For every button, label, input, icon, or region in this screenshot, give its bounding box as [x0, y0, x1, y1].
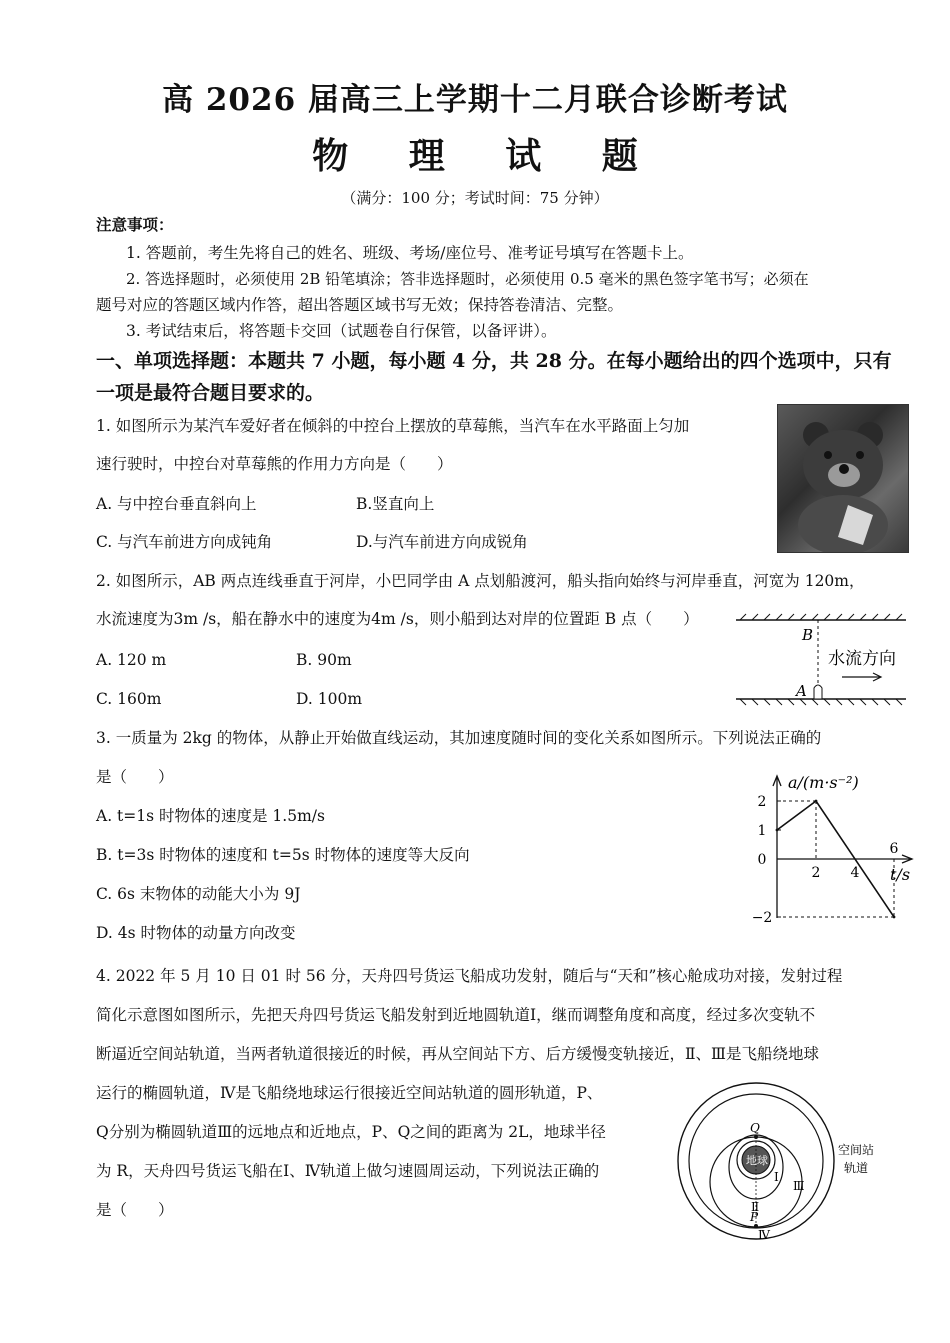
q3-stem-line2: 是（ ）: [96, 768, 174, 786]
strawberry-bear-photo: [777, 404, 909, 553]
q4-stem-line6: 为 R，天舟四号货运飞船在Ⅰ、Ⅳ轨道上做匀速圆周运动，下列说法正确的: [96, 1162, 600, 1180]
q2-stem-line1: 2. 如图所示，AB 两点连线垂直于河岸，小巴同学由 A 点划船渡河，船头指向始终与河岸垂直，河宽为 120m，: [96, 572, 865, 590]
q4-stem-line7: 是（ ）: [96, 1201, 174, 1219]
station-orbit-label-1: 空间站: [838, 1143, 875, 1157]
q4-stem-line1: 4. 2022 年 5 月 10 日 01 时 56 分，天舟四号货运飞船成功发射，随后与“天和”核心舱成功对接，发射过程: [96, 967, 843, 985]
q1-stem-line2: 速行驶时，中控台对草莓熊的作用力方向是（ ）: [96, 455, 453, 473]
q3-option-c: C. 6s 末物体的动能大小为 9J: [96, 885, 301, 903]
acceleration-time-chart: [752, 768, 922, 930]
q1-option-d: D.与汽车前进方向成锐角: [356, 533, 528, 551]
x-axis-label: t/s: [890, 865, 911, 884]
q3-option-b: B. t=3s 时物体的速度和 t=5s 时物体的速度等大反向: [96, 846, 470, 864]
x-tick-label: 2: [811, 865, 821, 881]
q2-stem-line2: 水流速度为3m /s，船在静水中的速度为4m /s，则小船到达对岸的位置距 B 点（ ）: [96, 610, 699, 628]
notice-item-2-line1: 2. 答选择题时，必须使用 2B 铅笔填涂；答非选择题时，必须使用 0.5 毫米的黑色签字笔书写；必须在: [126, 270, 809, 288]
data-point: [776, 829, 779, 832]
q1-option-b: B.竖直向上: [356, 495, 435, 513]
q2-option-a: A. 120 m: [96, 651, 167, 669]
earth-label: 地球: [746, 1154, 768, 1167]
q4-stem-line2: 简化示意图如图所示，先把天舟四号货运飞船发射到近地圆轨道Ⅰ，继而调整角度和高度，经过多次变轨不: [96, 1006, 816, 1024]
data-point: [893, 916, 896, 919]
q4-stem-line4: 运行的椭圆轨道，Ⅳ是飞船绕地球运行很接近空间站轨道的圆形轨道，P、: [96, 1084, 603, 1102]
label-orbit-iv: Ⅳ: [758, 1228, 770, 1242]
label-p: P: [750, 1210, 759, 1224]
subject-title: 物 理 试 题: [312, 135, 662, 177]
section1-heading-line2: 一项是最符合题目要求的。: [96, 382, 325, 404]
x-tick-label: 6: [889, 841, 899, 857]
station-orbit-label-2: 轨道: [844, 1161, 869, 1175]
x-tick-label: 4: [850, 865, 860, 881]
exam-info: （满分：100 分；考试时间：75 分钟）: [341, 189, 609, 207]
flow-direction-label: 水流方向: [828, 649, 896, 669]
y-axis-label: a/(m·s⁻²): [788, 773, 859, 792]
label-orbit-iii: Ⅲ: [793, 1179, 805, 1193]
label-q: Q: [750, 1121, 760, 1135]
y-tick-label: −2: [752, 910, 773, 926]
y-tick-label: 1: [757, 823, 767, 839]
notice-item-2-line2: 题号对应的答题区域内作答，超出答题区域书写无效；保持答卷清洁、完整。: [96, 296, 624, 314]
q1-stem-line1: 1. 如图所示为某汽车爱好者在倾斜的中控台上摆放的草莓熊，当汽车在水平路面上匀加: [96, 417, 690, 435]
label-orbit-i: I: [774, 1170, 779, 1184]
notice-item-1: 1. 答题前，考生先将自己的姓名、班级、考场/座位号、准考证号填写在答题卡上。: [126, 244, 694, 262]
q3-option-d: D. 4s 时物体的动量方向改变: [96, 924, 296, 942]
q3-option-a: A. t=1s 时物体的速度是 1.5m/s: [96, 807, 325, 825]
q4-stem-line5: Q分别为椭圆轨道Ⅲ的远地点和近地点，P、Q之间的距离为 2L，地球半径: [96, 1123, 606, 1141]
y-tick-label: 0: [757, 852, 767, 868]
q1-option-a: A. 与中控台垂直斜向上: [96, 495, 257, 513]
boat-icon: [814, 685, 822, 699]
q3-stem-line1: 3. 一质量为 2kg 的物体，从静止开始做直线运动，其加速度随时间的变化关系如图所示。下列说法正确的: [96, 729, 822, 747]
orbit-diagram: [670, 1078, 900, 1246]
section1-heading-line1: 一、单项选择题：本题共 7 小题，每小题 4 分，共 28 分。在每小题给出的四个选项中，只有: [96, 350, 892, 372]
label-orbit-ii: Ⅱ: [751, 1200, 760, 1214]
notice-item-3: 3. 考试结束后，将答题卡交回（试题卷自行保管，以备评讲）。: [126, 322, 557, 340]
label-a: A: [796, 682, 807, 700]
q2-option-b: B. 90m: [296, 651, 352, 669]
far-bank-hatching: [740, 614, 902, 620]
q1-option-c: C. 与汽车前进方向成钝角: [96, 533, 273, 551]
near-bank-hatching: [740, 699, 902, 705]
q2-option-c: C. 160m: [96, 690, 162, 708]
notice-heading: 注意事项：: [96, 215, 174, 234]
q2-option-d: D. 100m: [296, 690, 363, 708]
y-tick-label: 2: [757, 794, 767, 810]
q4-stem-line3: 断逼近空间站轨道，当两者轨道很接近的时候，再从空间站下方、后方缓慢变轨接近，Ⅱ、Ⅲ是飞船绕地球: [96, 1045, 819, 1063]
bear-illustration: [778, 405, 908, 552]
data-point: [815, 800, 818, 803]
label-b: B: [802, 626, 814, 644]
exam-title: 高 2026 届高三上学期十二月联合诊断考试: [162, 82, 788, 118]
river-crossing-diagram: [732, 612, 910, 712]
